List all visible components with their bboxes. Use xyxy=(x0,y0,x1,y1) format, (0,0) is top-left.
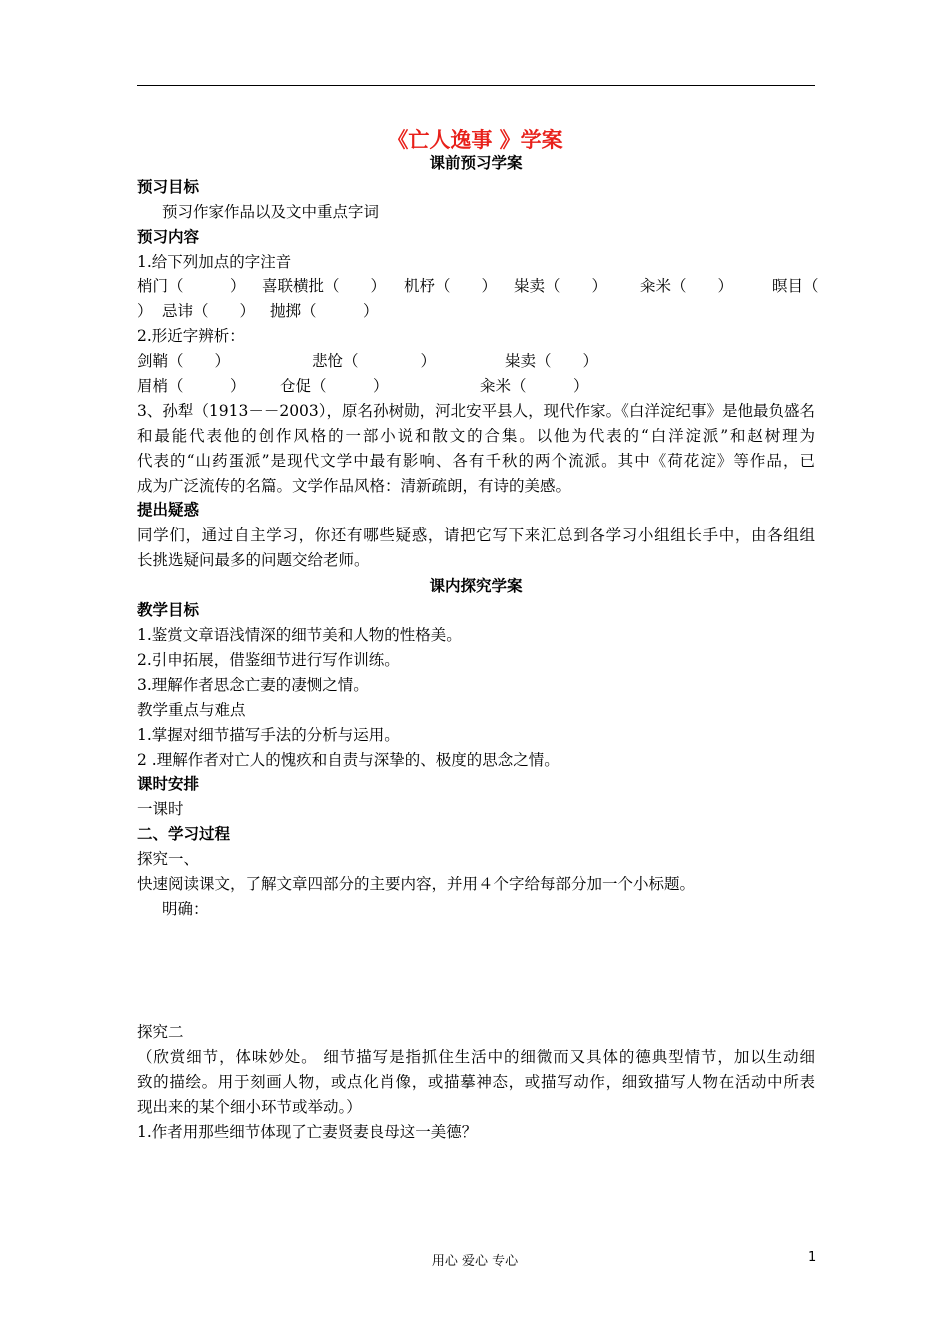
doubts-line: 同学们，通过自主学习，你还有哪些疑惑，请把它写下来汇总到各学习小组组长手中，由各组组 xyxy=(137,526,815,544)
key-point-item: 2 .理解作者对亡人的愧疚和自责与深挚的、极度的思念之情。 xyxy=(137,751,560,769)
explore2-line: 致的描绘。用于刻画人物，或点化肖像，或描摹神态，或描写动作，细致描写人物在活动中所表 xyxy=(137,1073,815,1091)
q2-label: 2.形近字辨析： xyxy=(137,327,245,345)
q1-item: 忌讳（ ） xyxy=(162,302,256,320)
section-header-preview: 课前预习学案 xyxy=(429,154,523,172)
author-intro-line: 和最能代表他的创作风格的一部小说和散文的合集。以他为代表的“白洋淀派”和赵树理为 xyxy=(137,427,815,445)
teach-goal-item: 3.理解作者思念亡妻的凄恻之情。 xyxy=(137,676,369,694)
goals-heading: 预习目标 xyxy=(137,178,200,196)
q1-item: 抛掷（ ） xyxy=(270,302,379,320)
clarify-label: 明确： xyxy=(162,900,209,918)
q1-item: ） xyxy=(137,302,153,320)
goals-text: 预习作家作品以及文中重点字词 xyxy=(162,203,380,221)
q1-item: 梢门（ ） xyxy=(137,277,246,295)
content-heading: 预习内容 xyxy=(137,228,200,246)
q2-item: 剑鞘（ ） xyxy=(137,352,231,370)
q1-item: 喜联横批（ ） xyxy=(262,277,387,295)
page-number: 1 xyxy=(808,1250,817,1265)
explore1-label: 探究一、 xyxy=(137,850,200,868)
explore1-text: 快速阅读课文，了解文章四部分的主要内容，并用４个字给每部分加一个小标题。 xyxy=(137,875,696,893)
teach-goal-item: 2.引申拓展，借鉴细节进行写作训练。 xyxy=(137,651,400,669)
schedule-text: 一课时 xyxy=(137,800,184,818)
doubts-line: 长挑选疑问最多的问题交给老师。 xyxy=(137,551,370,569)
author-intro-line: 代表的“山药蛋派”是现代文学中最有影响、各有千秋的两个流派。其中《荷花淀》等作品，已 xyxy=(137,452,815,470)
key-heading: 教学重点与难点 xyxy=(137,701,246,719)
q2-item: 籴米（ ） xyxy=(480,377,589,395)
header-rule xyxy=(137,85,815,86)
explore2-line: （欣赏细节，体味妙处。 细节描写是指抓住生活中的细微而又具体的德典型情节，加以生动细 xyxy=(137,1048,815,1066)
key-point-item: 1.掌握对细节描写手法的分析与运用。 xyxy=(137,726,400,744)
explore2-label: 探究二 xyxy=(137,1023,184,1041)
doubts-heading: 提出疑惑 xyxy=(137,501,200,519)
q1-item: 暝目（ xyxy=(772,277,819,295)
q2-item: 眉梢（ ） xyxy=(137,377,246,395)
q2-item: 仓促（ ） xyxy=(280,377,389,395)
teach-goal-item: 1.鉴赏文章语浅情深的细节美和人物的性格美。 xyxy=(137,626,462,644)
schedule-heading: 课时安排 xyxy=(137,775,200,793)
process-heading: 二、学习过程 xyxy=(137,825,231,843)
document-title: 《亡人逸事 》学案 xyxy=(387,128,563,152)
page-footer: 用心 爱心 专心 xyxy=(431,1254,519,1269)
q1-item: 籴米（ ） xyxy=(640,277,734,295)
explore2-question: 1.作者用那些细节体现了亡妻贤妻良母这一美德？ xyxy=(137,1123,478,1141)
q2-item: 粜卖（ ） xyxy=(505,352,599,370)
q1-item: 粜卖（ ） xyxy=(514,277,608,295)
q1-item: 机杼（ ） xyxy=(404,277,498,295)
teach-goals-heading: 教学目标 xyxy=(137,601,200,619)
section-header-inclass: 课内探究学案 xyxy=(429,577,523,595)
author-intro-line: 成为广泛流传的名篇。文学作品风格：清新疏朗，有诗的美感。 xyxy=(137,477,572,495)
explore2-line: 现出来的某个细小环节或举动。） xyxy=(137,1098,362,1116)
q1-label: 1.给下列加点的字注音 xyxy=(137,253,292,271)
q2-item: 悲怆（ ） xyxy=(312,352,437,370)
author-intro-line: 3、孙犁（1913－－2003），原名孙树勋，河北安平县人，现代作家。《白洋淀纪事》是他最负盛名 xyxy=(137,402,815,420)
